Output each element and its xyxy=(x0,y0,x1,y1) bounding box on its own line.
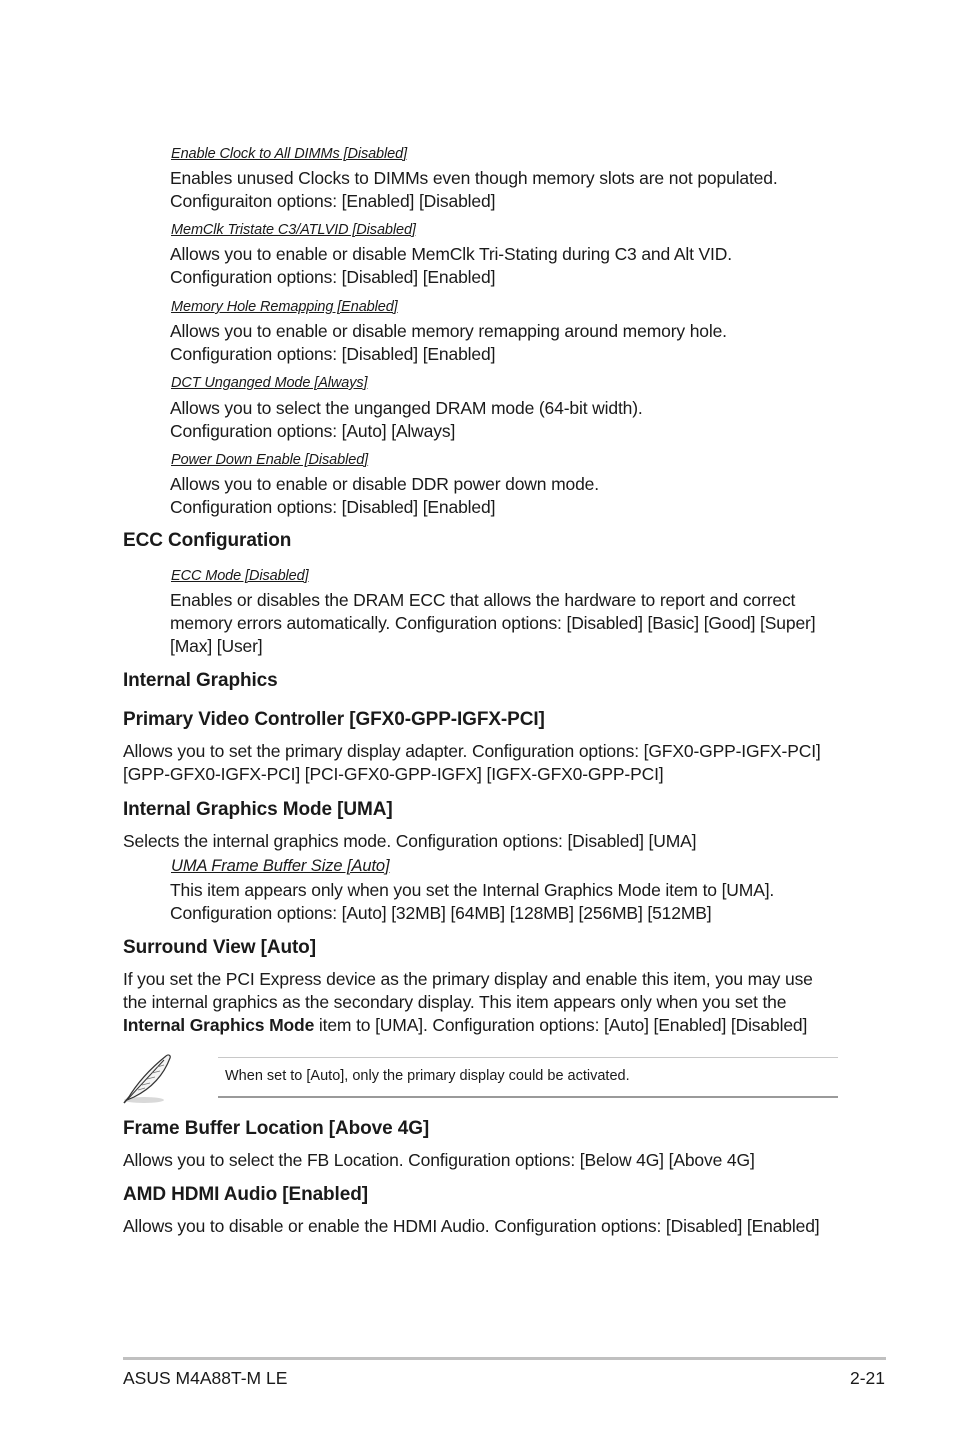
subitem-title-ecc-mode: ECC Mode [Disabled] xyxy=(171,568,309,584)
note-text: When set to [Auto], only the primary display could be activated. xyxy=(225,1068,630,1084)
desc-primary-video-controller xyxy=(123,740,821,786)
heading-surround-view: Surround View [Auto] xyxy=(123,937,316,958)
subitem-title-power-down: Power Down Enable [Disabled] xyxy=(171,452,369,468)
subitem-title-dct-unganged: DCT Unganged Mode [Always] xyxy=(171,375,368,391)
heading-internal-graphics-mode: Internal Graphics Mode [UMA] xyxy=(123,799,393,820)
desc-internal-graphics-mode: Selects the internal graphics mode. Configuration options: [Disabled] [UMA] xyxy=(123,831,697,851)
footer-page-number: 2-21 xyxy=(849,1368,885,1388)
footer-rule xyxy=(123,1357,886,1360)
heading-internal-graphics: Internal Graphics xyxy=(123,670,278,691)
desc-line: [GPP-GFX0-IGFX-PCI] [PCI-GFX0-GPP-IGFX] [IGFX-GFX0-GPP-PCI] xyxy=(123,764,664,784)
desc-line: Configuration options: [Disabled] [Enabled] xyxy=(170,267,496,287)
heading-primary-video-controller: Primary Video Controller [GFX0-GPP-IGFX-PCI] xyxy=(123,709,545,730)
note-rule-top xyxy=(218,1057,838,1058)
heading-frame-buffer-location: Frame Buffer Location [Above 4G] xyxy=(123,1118,430,1139)
heading-ecc-configuration: ECC Configuration xyxy=(123,530,292,551)
subitem-desc-power-down xyxy=(170,473,599,519)
desc-line: If you set the PCI Express device as the primary display and enable this item, you may use xyxy=(123,969,813,989)
desc-line: Enables unused Clocks to DIMMs even though memory slots are not populated. xyxy=(170,168,778,188)
desc-line: Allows you to enable or disable memory remapping around memory hole. xyxy=(170,321,727,341)
subitem-desc-memory-hole xyxy=(170,320,727,366)
subitem-desc-uma-frame-buffer xyxy=(170,879,774,925)
desc-line: Configuration options: [Auto] [Always] xyxy=(170,421,456,441)
footer-product-name: ASUS M4A88T-M LE xyxy=(123,1368,288,1388)
note-rule-bottom xyxy=(218,1096,838,1098)
subitem-title-uma-frame-buffer: UMA Frame Buffer Size [Auto] xyxy=(171,857,390,875)
desc-line: Enables or disables the DRAM ECC that allows the hardware to report and correct xyxy=(170,590,796,610)
subitem-title-memory-hole: Memory Hole Remapping [Enabled] xyxy=(171,299,398,315)
desc-line: memory errors automatically. Configuration options: [Disabled] [Basic] [Good] [Super] xyxy=(170,613,816,633)
desc-line: Configuration options: [Disabled] [Enabled] xyxy=(170,344,496,364)
bold-item-reference: Internal Graphics Mode xyxy=(123,1015,315,1035)
desc-frame-buffer-location: Allows you to select the FB Location. Configuration options: [Below 4G] [Above 4G] xyxy=(123,1150,755,1170)
quill-pen-icon xyxy=(118,1050,176,1106)
heading-amd-hdmi-audio: AMD HDMI Audio [Enabled] xyxy=(123,1184,368,1205)
desc-line: Configuration options: [Auto] [32MB] [64MB] [128MB] [256MB] [512MB] xyxy=(170,903,712,923)
desc-line: This item appears only when you set the Internal Graphics Mode item to [UMA]. xyxy=(170,880,775,900)
subitem-title-memclk-tristate: MemClk Tristate C3/ATLVID [Disabled] xyxy=(171,222,416,238)
desc-line: Allows you to enable or disable MemClk Tri-Stating during C3 and Alt VID. xyxy=(170,244,732,264)
subitem-desc-memclk-tristate xyxy=(170,243,732,289)
desc-line: Allows you to set the primary display adapter. Configuration options: [GFX0-GPP-IGFX-PCI] xyxy=(123,741,821,761)
desc-line-rest: item to [UMA]. Configuration options: [Auto] [Enabled] [Disabled] xyxy=(314,1015,808,1035)
desc-line: [Max] [User] xyxy=(170,636,263,656)
desc-line: Configuraiton options: [Enabled] [Disabled] xyxy=(170,191,496,211)
subitem-desc-ecc-mode xyxy=(170,589,815,658)
desc-line: Configuration options: [Disabled] [Enabled] xyxy=(170,497,496,517)
desc-surround-view xyxy=(123,968,813,1037)
subitem-desc-enable-clock xyxy=(170,167,778,213)
subitem-desc-dct-unganged xyxy=(170,397,643,443)
desc-amd-hdmi-audio: Allows you to disable or enable the HDMI Audio. Configuration options: [Disabled] [Enabled] xyxy=(123,1216,820,1236)
desc-line: the internal graphics as the secondary display. This item appears only when you set the xyxy=(123,992,787,1012)
subitem-title-enable-clock: Enable Clock to All DIMMs [Disabled] xyxy=(171,146,408,162)
desc-line xyxy=(123,1014,813,1037)
desc-line: Allows you to select the unganged DRAM mode (64-bit width). xyxy=(170,398,643,418)
desc-line: Allows you to enable or disable DDR power down mode. xyxy=(170,474,599,494)
